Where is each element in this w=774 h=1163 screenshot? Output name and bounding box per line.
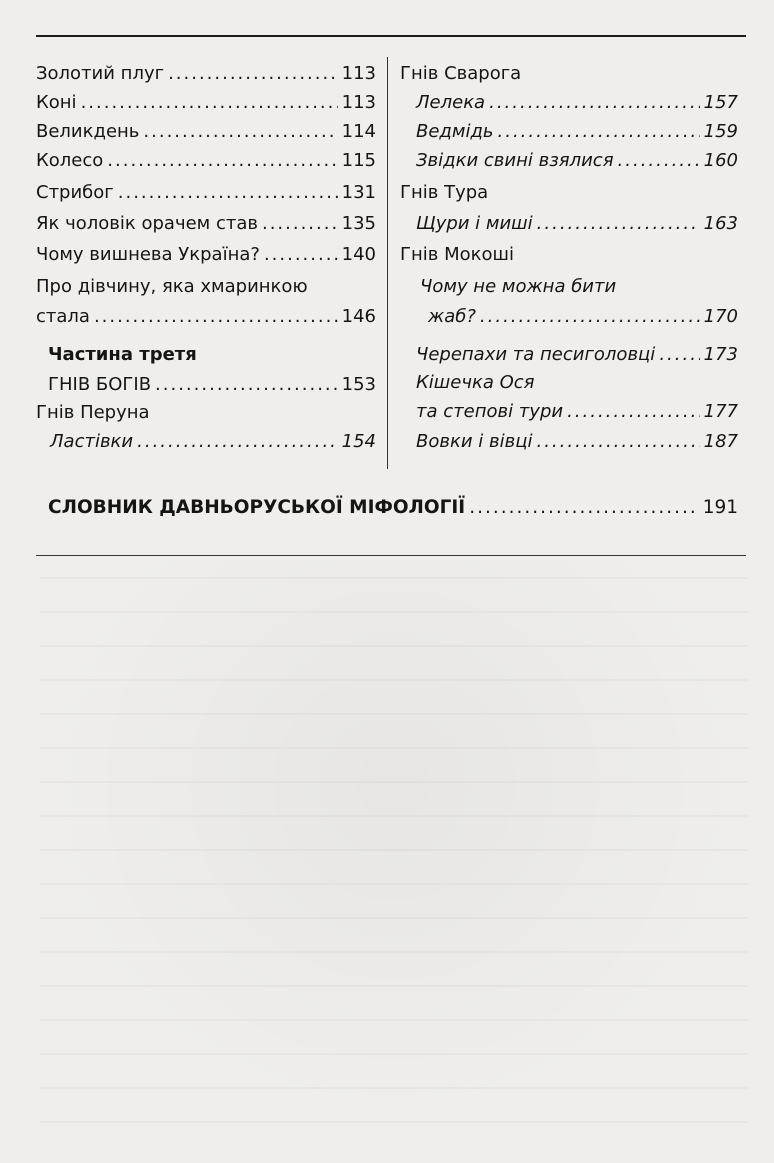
toc-entry[interactable] xyxy=(36,176,376,210)
group-heading: Гнів Сварога xyxy=(400,63,522,84)
toc-entry[interactable] xyxy=(50,425,376,459)
toc-entry[interactable] xyxy=(428,300,738,334)
toc-entry[interactable] xyxy=(416,144,738,178)
entry-page: 160 xyxy=(703,150,738,171)
dot-leader xyxy=(137,425,338,459)
entry-title: Великдень xyxy=(36,121,140,142)
entry-title: Коні xyxy=(36,92,77,113)
entry-page: 135 xyxy=(341,213,376,234)
entry-title-line1: Кішечка Ося xyxy=(416,372,535,393)
entry-page: 115 xyxy=(341,150,376,171)
entry-page: 113 xyxy=(341,63,376,84)
entry-title-line2: жаб? xyxy=(428,306,476,327)
entry-title-line2: стала xyxy=(36,306,90,327)
entry-page: 173 xyxy=(703,344,738,365)
entry-title: Стрибог xyxy=(36,182,114,203)
dot-leader xyxy=(659,338,699,372)
entry-title-line1: Про дівчину, яка хмаринкою xyxy=(36,276,308,297)
dot-leader xyxy=(537,207,700,241)
entry-title: Ластівки xyxy=(50,431,134,452)
entry-page: 146 xyxy=(341,306,376,327)
dot-leader xyxy=(618,144,700,178)
entry-page: 140 xyxy=(341,244,376,265)
group-heading: Гнів Мокоші xyxy=(400,244,514,265)
entry-title-line1: Чому не можна бити xyxy=(420,276,617,297)
group-heading: Гнів Перуна xyxy=(36,402,150,423)
dot-leader xyxy=(155,368,338,402)
entry-page: 131 xyxy=(341,182,376,203)
entry-title: Звідки свині взялися xyxy=(416,150,614,171)
entry-title: Черепахи та песиголовці xyxy=(416,344,656,365)
dictionary-page: 191 xyxy=(702,497,738,518)
entry-title: Вовки і вівці xyxy=(416,431,533,452)
entry-title: Колесо xyxy=(36,150,104,171)
entry-title: Ведмідь xyxy=(416,121,494,142)
entry-page: 157 xyxy=(703,92,738,113)
entry-title: Щури і миші xyxy=(416,213,533,234)
dictionary-title: СЛОВНИК ДАВНЬОРУСЬКОЇ МІФОЛОГІЇ xyxy=(48,497,466,518)
toc-entry[interactable] xyxy=(416,207,738,241)
toc-entry[interactable] xyxy=(416,395,738,429)
entry-page: 163 xyxy=(703,213,738,234)
dot-leader xyxy=(94,300,338,334)
part-label: Частина третя xyxy=(48,344,197,365)
bottom-rule xyxy=(36,555,746,556)
toc-entry[interactable] xyxy=(36,300,376,334)
dot-leader xyxy=(469,491,698,525)
entry-page: 159 xyxy=(703,121,738,142)
toc-entry[interactable] xyxy=(416,425,738,459)
entry-page: 114 xyxy=(341,121,376,142)
toc-entry[interactable] xyxy=(36,207,376,241)
entry-page: 154 xyxy=(341,431,376,452)
entry-title: Як чоловік орачем став xyxy=(36,213,258,234)
entry-title: ГНІВ БОГІВ xyxy=(48,374,152,395)
entry-page: 170 xyxy=(703,306,738,327)
top-rule xyxy=(36,35,746,37)
dot-leader xyxy=(567,395,700,429)
entry-page: 153 xyxy=(341,374,376,395)
group-heading: Гнів Тура xyxy=(400,182,489,203)
column-divider xyxy=(387,57,388,469)
toc-entry[interactable] xyxy=(36,238,376,272)
bleed-through-background xyxy=(40,560,749,1123)
dot-leader xyxy=(480,300,700,334)
entry-title: Лелека xyxy=(416,92,486,113)
toc-entry[interactable] xyxy=(36,144,376,178)
entry-page: 113 xyxy=(341,92,376,113)
entry-title-line2: та степові тури xyxy=(416,401,564,422)
entry-page: 187 xyxy=(703,431,738,452)
entry-title: Чому вишнева Україна? xyxy=(36,244,260,265)
dictionary-entry[interactable] xyxy=(48,491,738,525)
dot-leader xyxy=(107,144,337,178)
dot-leader xyxy=(536,425,699,459)
dot-leader xyxy=(264,238,338,272)
dot-leader xyxy=(118,176,338,210)
entry-title: Золотий плуг xyxy=(36,63,165,84)
entry-page: 177 xyxy=(703,401,738,422)
dot-leader xyxy=(262,207,338,241)
